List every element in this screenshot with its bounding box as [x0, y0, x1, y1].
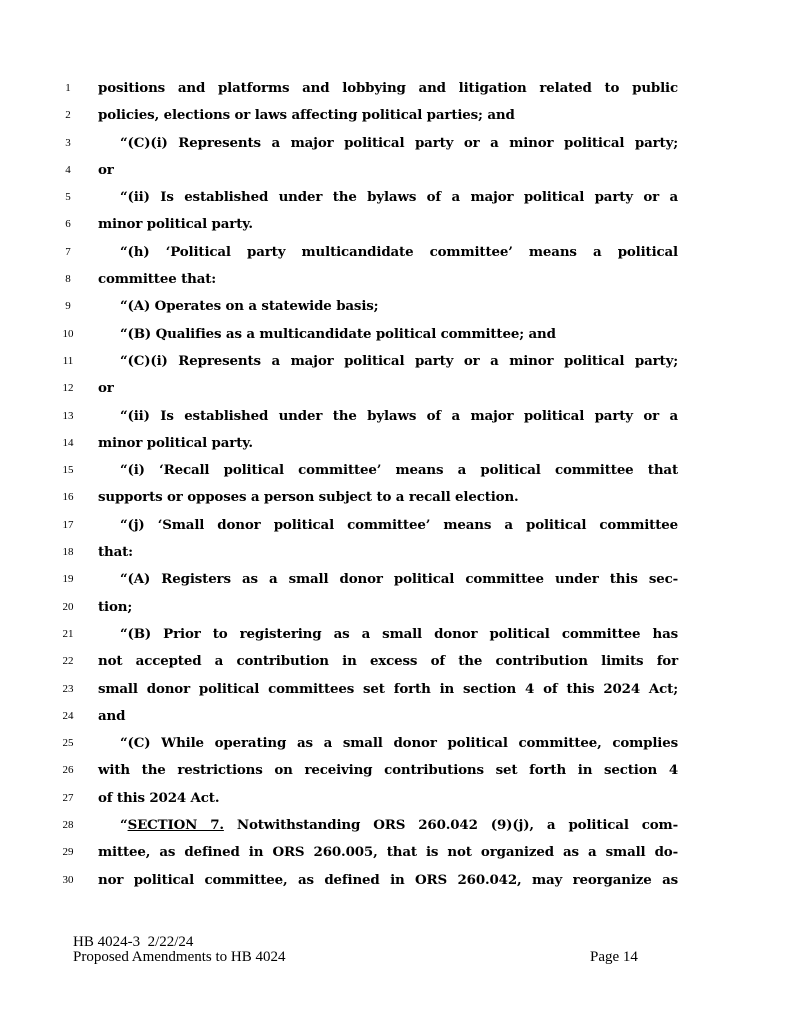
line-number: 9	[65, 300, 71, 313]
line-8	[0, 266, 800, 293]
section-label: SECTION 7.	[127, 817, 224, 834]
line-number: 18	[62, 546, 74, 559]
line-text: minor political party.	[98, 434, 253, 451]
line-text: not accepted a contribution in excess of the contribution limits for	[98, 653, 678, 670]
line-number: 24	[62, 709, 74, 722]
page-footer	[73, 935, 653, 965]
line-24	[0, 703, 800, 730]
line-7	[0, 239, 800, 266]
line-29	[0, 839, 800, 866]
line-number: 7	[65, 245, 71, 258]
line-text: “(A) Registers as a small donor political committee under this sec-	[120, 571, 678, 588]
line-15	[0, 457, 800, 484]
line-number: 1	[65, 82, 71, 94]
line-11	[0, 348, 800, 375]
line-3	[0, 130, 800, 157]
line-number: 22	[62, 655, 74, 668]
line-2	[0, 102, 800, 129]
line-text: with the restrictions on receiving contributions set forth in section 4	[98, 762, 678, 779]
line-number: 23	[62, 682, 74, 695]
line-text: “(C)(i) Represents a major political party or a minor political party;	[120, 352, 678, 369]
line-text: supports or opposes a person subject to a recall election.	[98, 489, 519, 506]
line-9	[0, 293, 800, 320]
line-text: minor political party.	[98, 216, 253, 233]
line-number: 16	[62, 491, 74, 504]
line-text: small donor political committees set forth in section 4 of this 2024 Act;	[98, 680, 678, 697]
line-5	[0, 184, 800, 211]
line-text: tion;	[98, 598, 133, 615]
line-12	[0, 375, 800, 402]
footer-row	[73, 950, 653, 965]
line-17	[0, 512, 800, 539]
line-26	[0, 757, 800, 784]
line-number: 6	[65, 218, 71, 231]
line-text: “(h) ‘Political party multicandidate committee’ means a political	[120, 243, 678, 260]
line-number: 20	[62, 600, 74, 613]
line-30	[0, 867, 800, 894]
line-1	[0, 75, 800, 102]
footer-title: Proposed Amendments to HB 4024	[73, 949, 286, 965]
line-21	[0, 621, 800, 648]
line-number: 30	[62, 873, 74, 886]
line-text: or	[98, 380, 114, 397]
open-quote: “	[120, 817, 128, 834]
line-text: or	[98, 161, 114, 178]
line-number: 8	[65, 273, 71, 286]
line-number: 29	[62, 846, 74, 859]
line-text: “(B) Prior to registering as a small donor political committee has	[120, 625, 678, 642]
line-number: 26	[62, 764, 74, 777]
line-text: of this 2024 Act.	[98, 789, 220, 806]
line-number: 27	[62, 791, 74, 804]
line-27	[0, 785, 800, 812]
line-16	[0, 484, 800, 511]
line-6	[0, 211, 800, 238]
line-22	[0, 648, 800, 675]
line-text: and	[98, 707, 126, 724]
line-number: 28	[62, 819, 74, 832]
line-text: “(j) ‘Small donor political committee’ means a political committee	[120, 516, 678, 533]
line-text: “(C)(i) Represents a major political party or a minor political party;	[120, 134, 678, 151]
line-text: “(ii) Is established under the bylaws of a major political party or a	[120, 189, 678, 206]
line-number: 5	[65, 191, 71, 204]
line-13	[0, 403, 800, 430]
line-number: 3	[65, 136, 71, 149]
line-number: 17	[62, 518, 74, 531]
line-23	[0, 676, 800, 703]
line-20	[0, 594, 800, 621]
page-number: Page 14	[590, 949, 638, 965]
line-19	[0, 566, 800, 593]
line-18	[0, 539, 800, 566]
line-25	[0, 730, 800, 757]
line-text: “(B) Qualifies as a multicandidate political committee; and	[120, 325, 556, 342]
line-number: 12	[62, 382, 74, 395]
line-text: committee that:	[98, 271, 217, 288]
line-number: 13	[62, 409, 74, 422]
line-14	[0, 430, 800, 457]
line-text: “(C) While operating as a small donor political committee, complies	[120, 735, 678, 752]
line-text: “(A) Operates on a statewide basis;	[120, 298, 379, 315]
line-text: “(i) ‘Recall political committee’ means a political committee that	[120, 462, 678, 479]
line-number: 2	[65, 109, 71, 122]
line-text: “(ii) Is established under the bylaws of a major political party or a	[120, 407, 678, 424]
section-text: Notwithstanding ORS 260.042 (9)(j), a political com-	[223, 817, 678, 834]
line-text: positions and platforms and lobbying and litigation related to public	[98, 80, 678, 96]
line-number: 21	[62, 627, 74, 640]
line-number: 25	[62, 737, 74, 750]
line-number: 14	[62, 436, 74, 449]
line-text: that:	[98, 544, 133, 561]
line-text	[120, 812, 678, 839]
line-number: 19	[62, 573, 74, 586]
line-text: nor political committee, as defined in ORS 260.042, may reorganize as	[98, 871, 678, 888]
line-28	[0, 812, 800, 839]
line-number: 11	[62, 354, 74, 367]
body-text	[0, 75, 800, 894]
footer-doc-id: HB 4024-3 2/22/24	[73, 934, 194, 950]
line-4	[0, 157, 800, 184]
line-number: 10	[62, 327, 74, 340]
line-text: policies, elections or laws affecting political parties; and	[98, 107, 515, 124]
line-number: 15	[62, 464, 74, 477]
line-10	[0, 321, 800, 348]
line-number: 4	[65, 163, 71, 176]
line-text: mittee, as defined in ORS 260.005, that is not organized as a small do-	[98, 844, 678, 861]
